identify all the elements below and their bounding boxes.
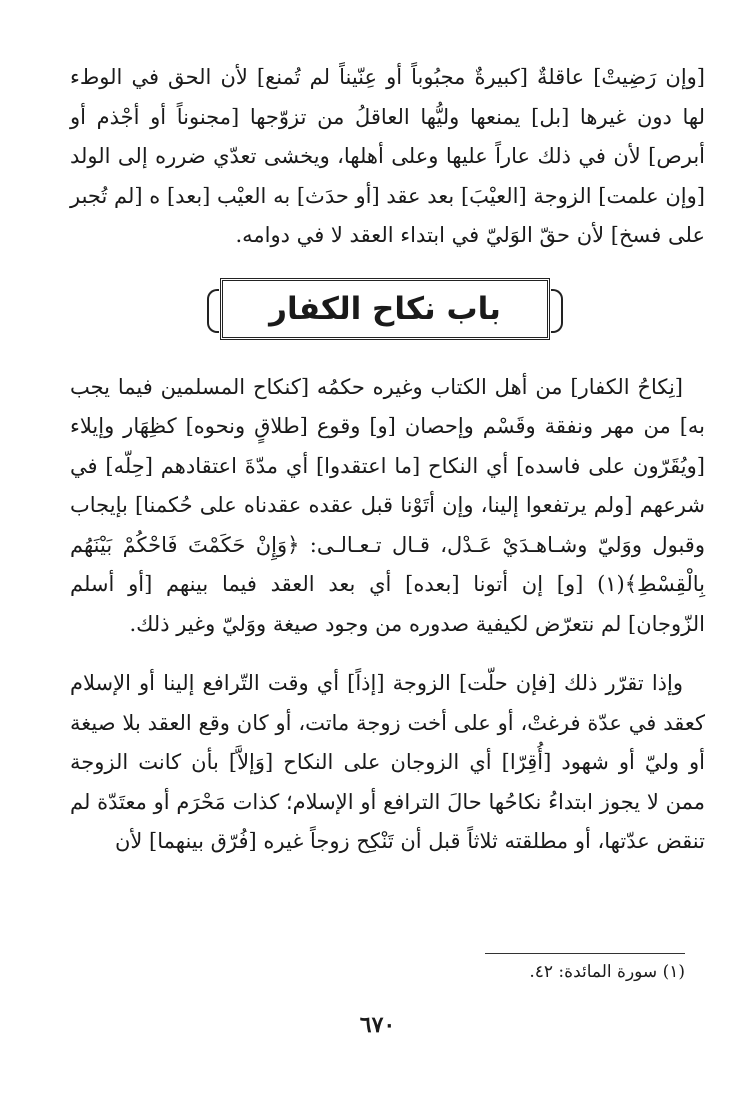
p2-line-1: [نِكاحُ الكفار] من أهل الكتاب وغيره حكمُه [كنكاح (252, 374, 683, 399)
footnote-separator (485, 953, 685, 954)
p3-line-3: ماتت، أو كان وقع العقد بلا صيغة أو وليّ أو شهود [أُقِرّا] أي (70, 710, 705, 774)
p2-line-6: وشـاهـدَيْ عَـدْل، قـال تـعـالـى: ﴿وَإِنْ حَكَمْتَ فَاحْكُمْ بَيْنَهُم (70, 532, 588, 557)
p3-line-2: إلينا أو الإسلام كعقد في عدّة فرغتْ، أو على أخت زوجة (70, 671, 705, 735)
p2-line-9: وغير ذلك. (129, 611, 216, 636)
paragraph-1 (70, 58, 705, 256)
chapter-title: باب نكاح الكفار (269, 290, 501, 327)
p2-line-5: وإن أتَوْنا قبل عقده عقدناه على حُكمنا] بإيجاب وقبول ووَليّ (70, 493, 705, 557)
p2-line-3: [طلاقٍ ونحوه] كظِهَار وإيلاء [ويُقَرّون على فاسده] أي النكاح [ما (70, 414, 705, 478)
p2-line-4: اعتقدوا] أي مدّةَ اعتقادهم [حِلّه] في شرعهم [ولم يرتفعوا إلينا، (70, 453, 705, 517)
paragraph-2 (70, 368, 705, 645)
p2-line-2: المسلمين فيما يجب به] من مهر ونفقة وقَسْم وإحصان [و] وقوع (70, 374, 706, 438)
p2-line-8: أسلم الزّوجان] لم نتعرّض لكيفية صدوره من وجود صيغة ووَليّ (70, 572, 705, 636)
p2-line-7: بِالْقِسْطِ﴾(١) [و] إن أتونا [بعده] أي بعد العقد فيما بينهم [أو (128, 572, 705, 596)
p1-line-1: [وإن رَضِيتْ] عاقلةٌ [كبيرةٌ مجبُوباً أو عِنّيناً لم تُمنع] لأن (220, 65, 705, 89)
page-body (70, 58, 705, 862)
p1-line-4: وعلى أهلها، ويخشى تعدّي ضرره إلى الولد [وإن علمت] الزوجة (70, 144, 705, 208)
chapter-heading (70, 278, 705, 346)
footnote: (١) سورة المائدة: ٤٢. (529, 962, 685, 982)
p1-line-6: فسخ] لأن حقّ الوَليّ في ابتداء العقد لا في دوامه. (235, 223, 662, 247)
p1-line-5: [العيْبَ] بعد عقد [أو حدَث] به العيْب [بعد] ه [لم تُجبر على (70, 183, 705, 247)
p3-line-1: وإذا تقرّر ذلك [فإن حلّت] الزوجة [إذاً] أي وقت التّرافع (202, 671, 683, 695)
page-number: ٦٧٠ (359, 1012, 396, 1038)
p3-line-4: الزوجان على النكاح [وَإلاَّ] بأن كانت الزوجة ممن لا يجوز ابتداءُ (70, 750, 705, 814)
chapter-title-frame (220, 278, 550, 340)
p3-line-5: نكاحُها حالَ الترافع أو الإسلام؛ كذات مَحْرَم أو معتَدّة لم تنقض (70, 789, 705, 853)
p3-line-6: عدّتها، أو مطلقته ثلاثاً قبل أن تَنْكِح زوجاً غيره [فُرّق بينهما] لأن (114, 829, 650, 853)
p1-line-2: الحق في الوطء لها دون غيرها [بل] يمنعها وليُّها العاقلُ من (70, 65, 705, 129)
paragraph-3 (70, 664, 705, 862)
p1-line-3: تزوّجها [مجنوناً أو أجْذم أو أبرص] لأن في ذلك عاراً عليها (70, 104, 705, 168)
